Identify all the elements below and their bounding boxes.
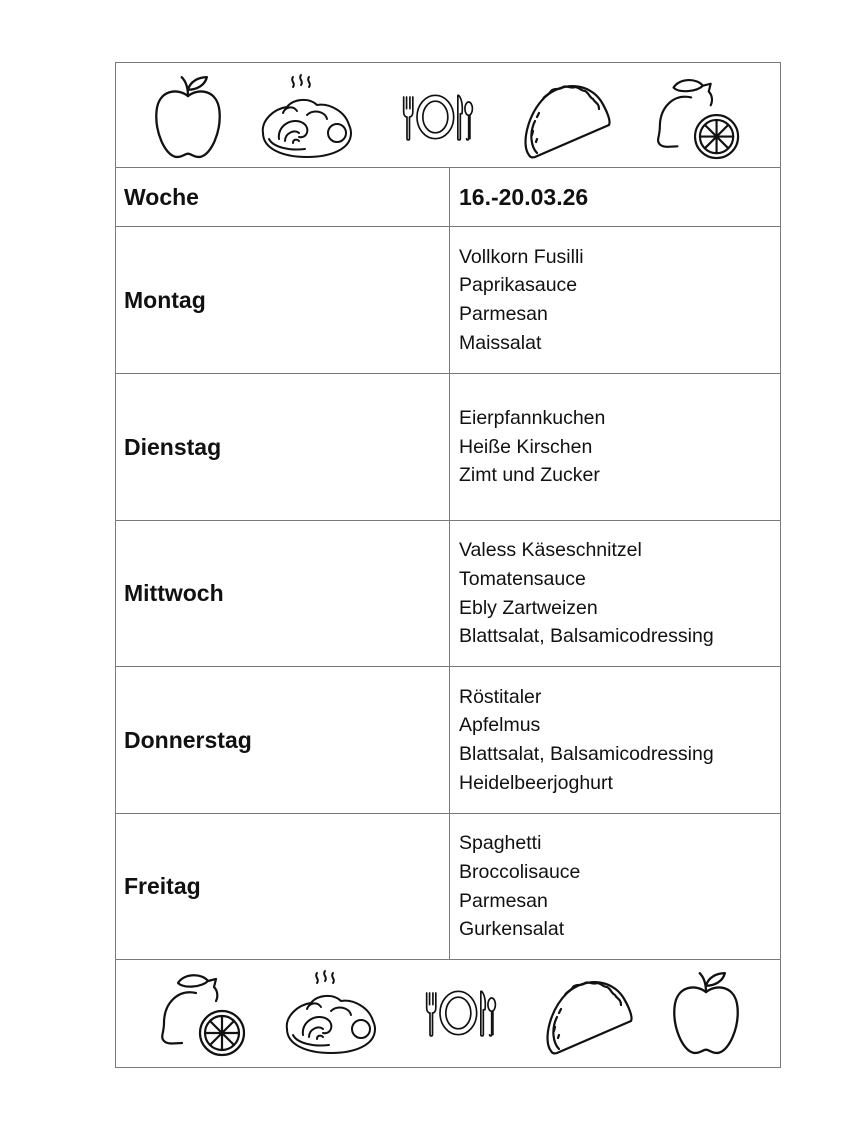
meals-mittwoch xyxy=(450,521,782,666)
menu-table xyxy=(115,62,781,1068)
meal-item: Gurkensalat xyxy=(459,918,565,941)
meal-item: Tomatensauce xyxy=(459,567,586,590)
meals-montag xyxy=(450,227,782,373)
plate-cutlery-icon xyxy=(387,82,487,152)
day-label-mittwoch: Mittwoch xyxy=(124,580,224,606)
plate-cutlery-icon xyxy=(410,978,510,1048)
week-value: 16.-20.03.26 xyxy=(459,183,589,210)
header-icon-band xyxy=(116,69,780,164)
apple-icon xyxy=(668,969,744,1057)
meal-item: Heiße Kirschen xyxy=(459,435,593,458)
apple-icon xyxy=(150,73,226,161)
meals-dienstag xyxy=(450,374,782,520)
meal-item: Apfelmus xyxy=(459,714,541,737)
divider xyxy=(116,959,780,960)
meal-item: Ebly Zartweizen xyxy=(459,596,598,619)
pasta-bowl-icon xyxy=(283,969,379,1057)
meal-item: Parmesan xyxy=(459,889,548,912)
day-label-dienstag: Dienstag xyxy=(124,433,222,460)
meal-item: Maissalat xyxy=(459,331,542,354)
week-label: Woche xyxy=(124,183,199,210)
meal-item: Eierpfannkuchen xyxy=(459,406,606,429)
meal-item: Heidelbeerjoghurt xyxy=(459,771,613,794)
meal-item: Valess Käseschnitzel xyxy=(459,539,642,562)
day-label-freitag: Freitag xyxy=(124,873,201,899)
taco-icon xyxy=(519,73,615,161)
meal-item: Paprikasauce xyxy=(459,274,578,297)
meal-item: Zimt und Zucker xyxy=(459,464,600,487)
day-label-montag: Montag xyxy=(124,286,206,313)
pasta-bowl-icon xyxy=(259,73,355,161)
meal-item: Broccolisauce xyxy=(459,860,581,883)
meal-item: Parmesan xyxy=(459,303,548,325)
meal-item: Röstitaler xyxy=(459,685,542,708)
lemon-icon xyxy=(648,72,746,162)
day-label-donnerstag: Donnerstag xyxy=(124,726,252,753)
meal-item: Blattsalat, Balsamicodressing xyxy=(459,625,714,648)
meal-item: Blattsalat, Balsamicodressing xyxy=(459,743,714,765)
meal-item: Spaghetti xyxy=(459,832,542,855)
lemon-icon xyxy=(152,967,252,1059)
taco-icon xyxy=(541,969,637,1057)
meal-item: Vollkorn Fusilli xyxy=(459,245,584,268)
meals-donnerstag xyxy=(450,667,782,813)
meals-freitag xyxy=(450,814,782,959)
footer-icon-band xyxy=(116,963,780,1063)
